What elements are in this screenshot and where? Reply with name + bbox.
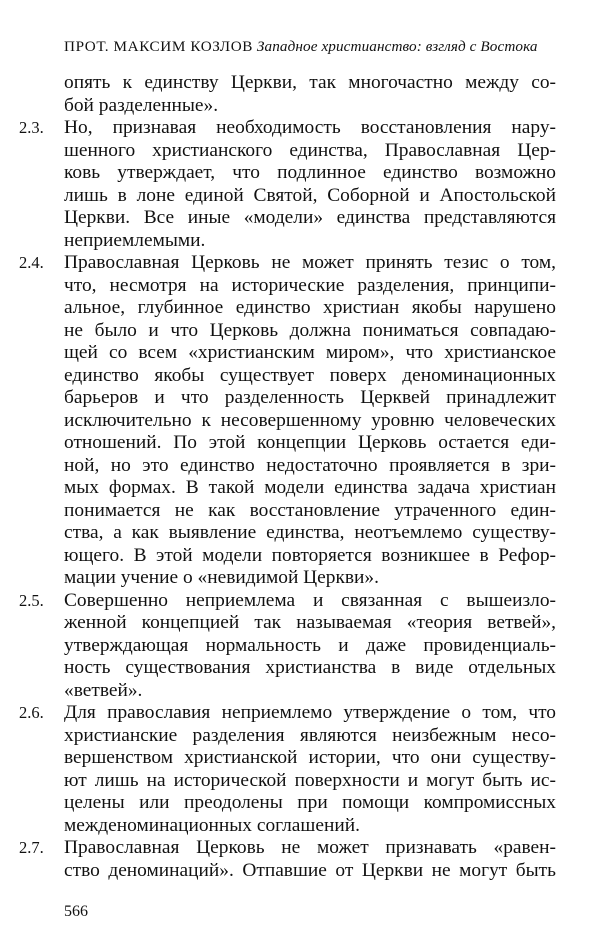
text-line — [0, 702, 600, 725]
line-text: барьеров и что разделенность Церквей принадлежит — [64, 387, 556, 408]
body-text — [0, 72, 600, 882]
text-line — [0, 612, 600, 635]
line-text: бой разделенные». — [64, 94, 219, 116]
line-text: ность существования христианства в виде отдельных — [64, 657, 556, 678]
text-line — [0, 342, 600, 365]
line-text: межденоминационных соглашений. — [64, 814, 360, 836]
running-head-title: Западное христианство: взгляд с Востока — [256, 38, 538, 55]
line-text: ство деноминаций». Отпавшие от Церкви не могут быть — [64, 859, 556, 881]
text-line — [0, 275, 600, 298]
text-line — [0, 117, 600, 140]
section-number: 2.3. — [19, 118, 44, 137]
line-text: женной концепцией так называемая «теория ветвей», — [64, 612, 556, 633]
text-line — [0, 657, 600, 680]
page-number: 566 — [64, 903, 88, 920]
text-line — [0, 207, 600, 230]
text-line — [0, 140, 600, 163]
line-text: ют лишь на исторической поверхности и могут быть ис- — [64, 769, 556, 791]
text-line — [0, 770, 600, 793]
text-line — [0, 500, 600, 523]
line-text: Совершенно неприемлема и связанная с вышеизло- — [64, 589, 556, 611]
text-line — [0, 455, 600, 478]
line-text: Православная Церковь не может признавать «равен- — [64, 837, 556, 858]
line-text: исключительно к несовершенному уровню человеческих — [64, 409, 556, 431]
text-line — [0, 477, 600, 500]
line-text: щей со всем «христианским миром», что христианское — [64, 342, 556, 363]
text-line — [0, 387, 600, 410]
text-line — [0, 860, 600, 883]
line-text: Церкви. Все иные «модели» единства представляются — [64, 207, 556, 228]
text-line — [0, 230, 600, 253]
line-text: шенного христианского единства, Православная Цер- — [64, 139, 556, 161]
line-text: альное, глубинное единство христиан якобы нарушено — [64, 297, 556, 318]
line-text: ства, а как выявление единства, неотъемлемо существу- — [64, 522, 556, 543]
text-line — [0, 410, 600, 433]
line-text: что, несмотря на исторические разделения, принципи- — [64, 274, 556, 296]
line-text: Для православия неприемлемо утверждение о том, что — [64, 702, 556, 723]
line-text: мации учение о «невидимой Церкви». — [64, 567, 379, 588]
text-line — [0, 522, 600, 545]
line-text: ной, но это единство недостаточно проявляется в зри- — [64, 454, 556, 476]
text-line — [0, 320, 600, 343]
line-text: «ветвей». — [64, 679, 143, 701]
line-text: отношений. По этой концепции Церковь остается еди- — [64, 432, 556, 453]
text-line — [0, 567, 600, 590]
line-text: мых формах. В такой модели единства задача христиан — [64, 477, 556, 498]
text-line — [0, 792, 600, 815]
text-line — [0, 162, 600, 185]
running-head-author: ПРОТ. МАКСИМ КОЗЛОВ — [64, 38, 253, 55]
line-text: не было и что Церковь должна пониматься совпадаю- — [64, 319, 556, 341]
text-line — [0, 365, 600, 388]
text-line — [0, 725, 600, 748]
text-line — [0, 545, 600, 568]
text-line — [0, 95, 600, 118]
line-text: ковь утверждает, что подлинное единство возможно — [64, 162, 556, 183]
line-text: вершенством христианской истории, что они существу- — [64, 747, 556, 768]
line-text: христианские разделения являются неизбежным несо- — [64, 724, 556, 746]
section-number: 2.6. — [19, 703, 44, 722]
line-text: неприемлемыми. — [64, 229, 206, 251]
text-line — [0, 815, 600, 838]
line-text: целены или преодолены при помощи компромиссных — [64, 792, 556, 813]
text-line — [0, 297, 600, 320]
text-line — [0, 747, 600, 770]
line-text: понимается не как восстановление утраченного един- — [64, 499, 556, 521]
running-head — [64, 38, 564, 56]
line-text: утверждающая нормальность и даже провиденциаль- — [64, 634, 556, 656]
section-number: 2.4. — [19, 253, 44, 272]
text-line — [0, 432, 600, 455]
line-text: лишь в лоне единой Святой, Соборной и Апостольской — [64, 184, 556, 206]
text-line — [0, 837, 600, 860]
line-text: Православная Церковь не может принять тезис о том, — [64, 252, 556, 273]
line-text: ющего. В этой модели повторяется возникшее в Рефор- — [64, 544, 556, 566]
line-text: опять к единству Церкви, так многочастно между со- — [64, 72, 556, 93]
section-number: 2.5. — [19, 590, 44, 610]
text-line — [0, 252, 600, 275]
section-number: 2.7. — [19, 838, 44, 857]
text-line — [0, 680, 600, 703]
text-line — [0, 72, 600, 95]
line-text: Но, признавая необходимость восстановления нару- — [64, 117, 556, 138]
line-text: единство якобы существует поверх деноминационных — [64, 364, 556, 386]
text-line — [0, 590, 600, 613]
text-line — [0, 635, 600, 658]
text-line — [0, 185, 600, 208]
